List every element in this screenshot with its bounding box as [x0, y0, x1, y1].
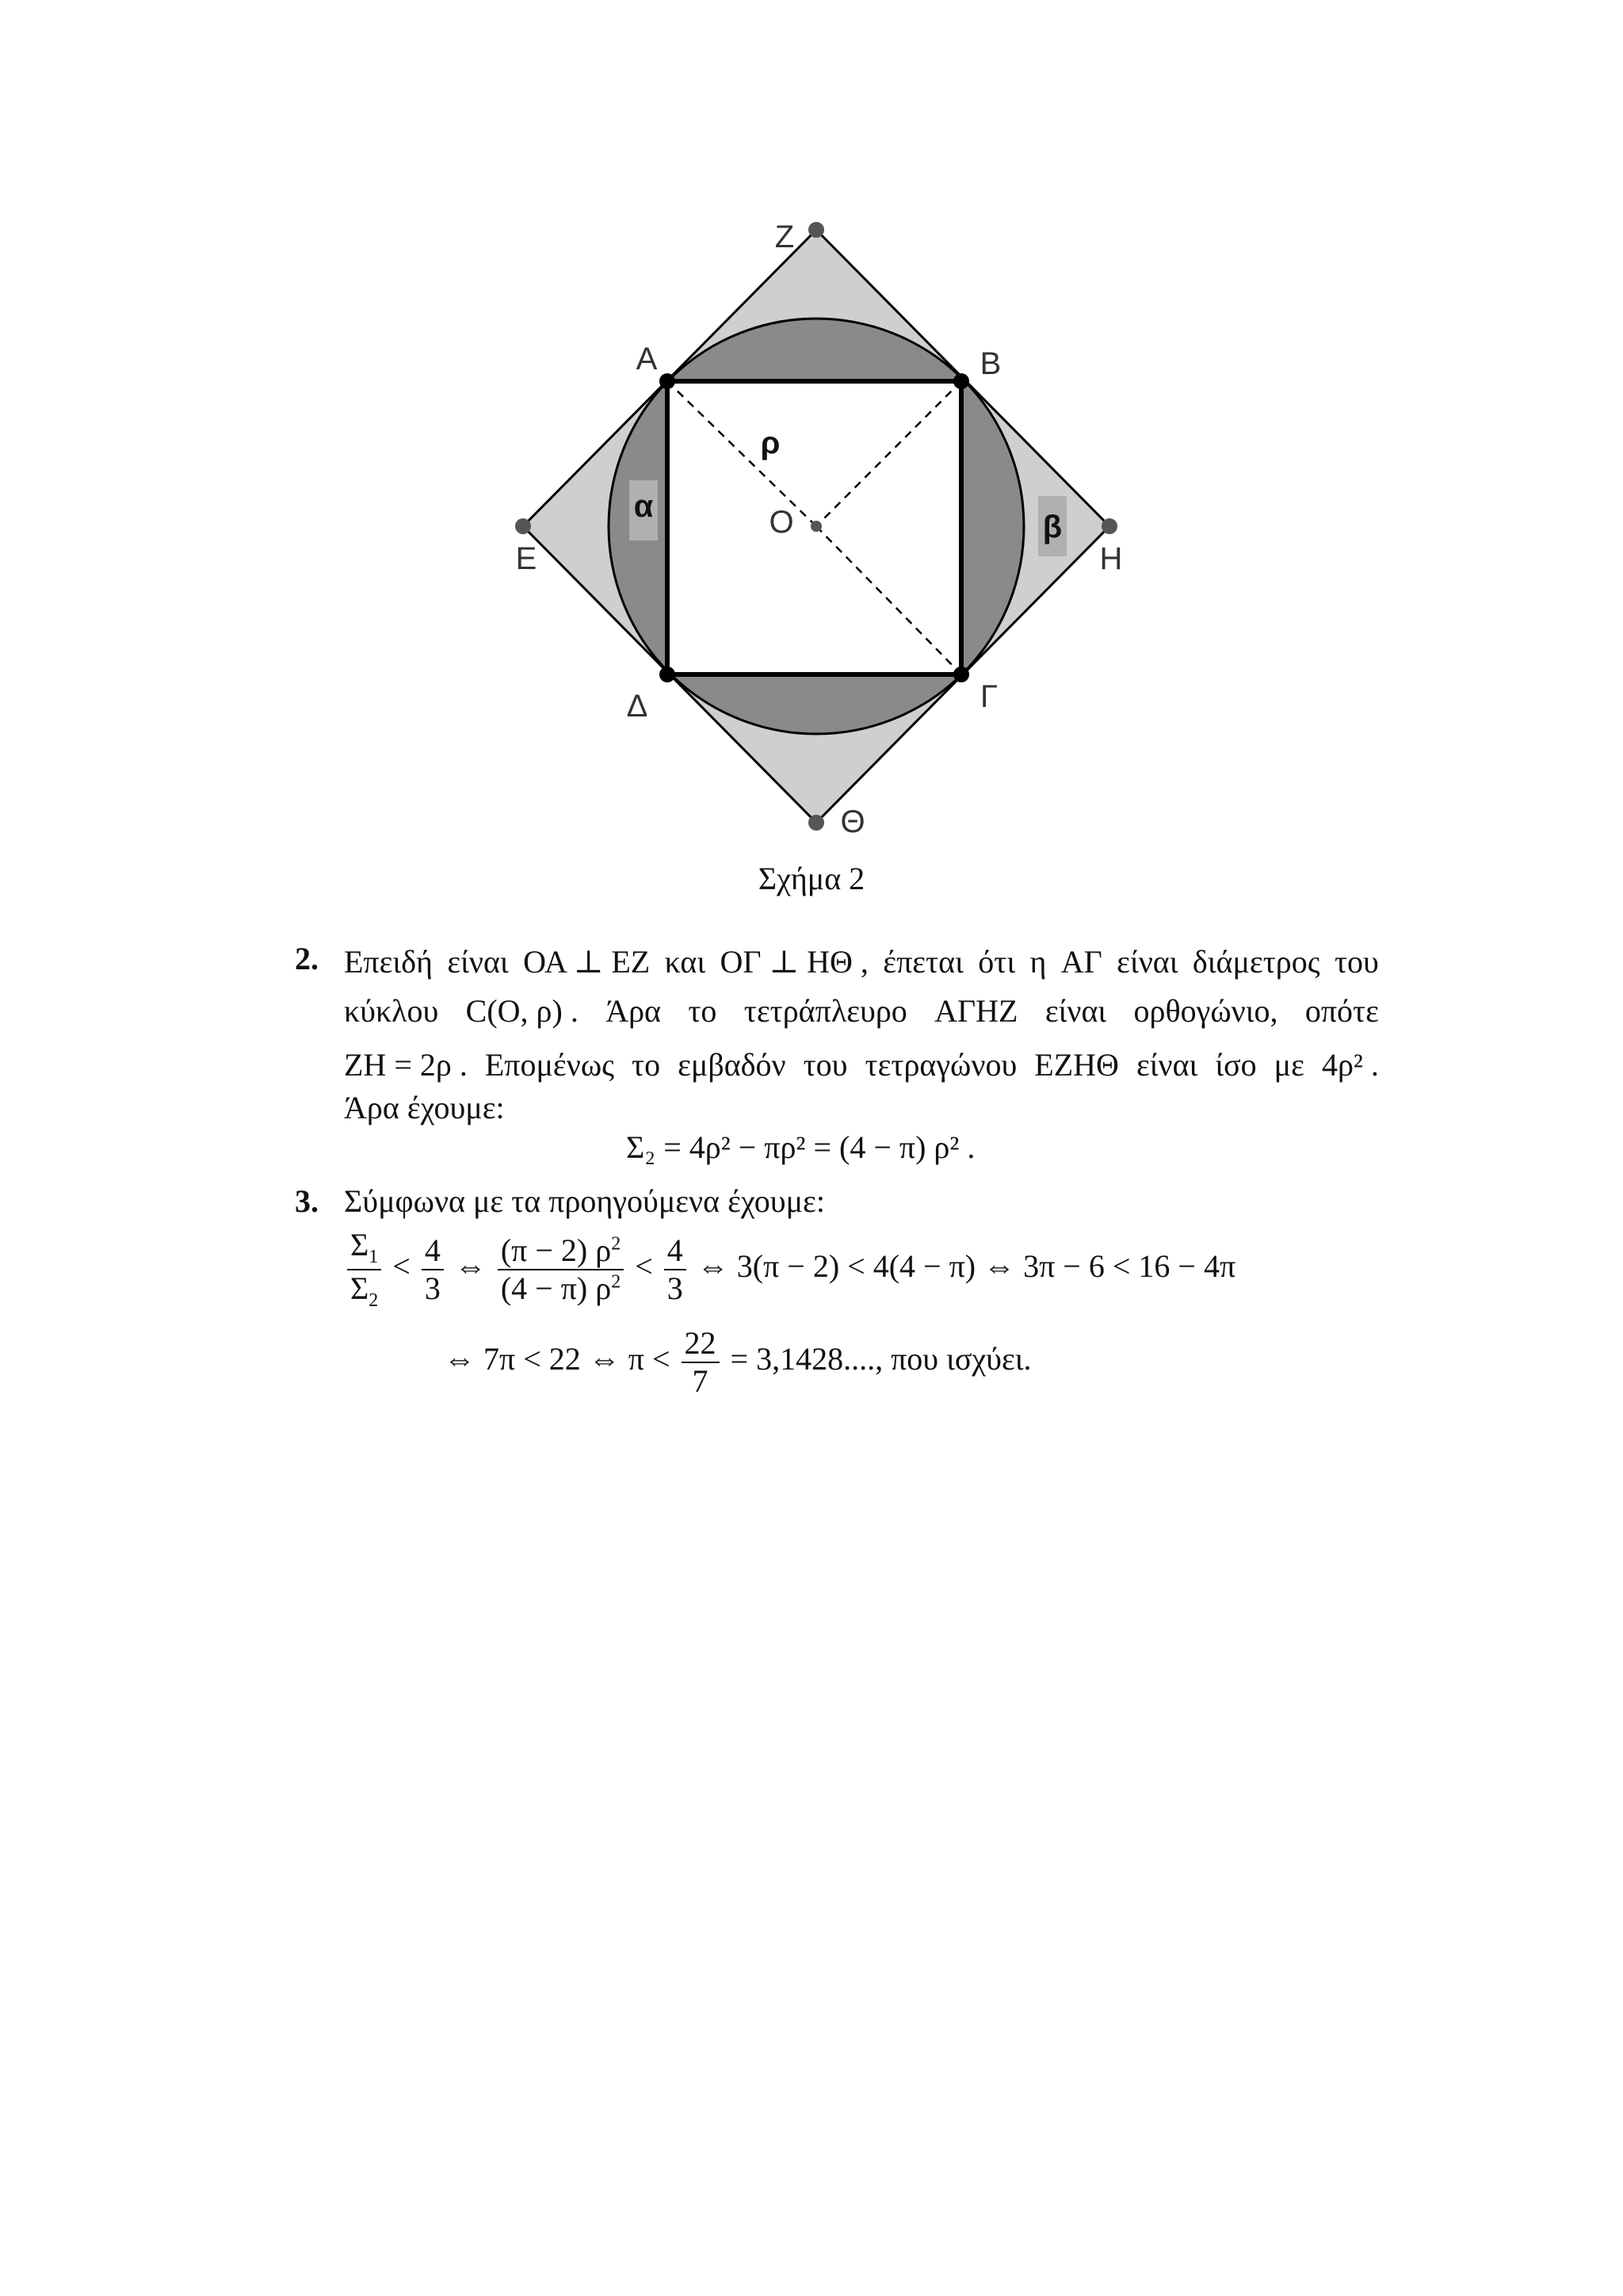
- label-h: Η: [1099, 541, 1123, 576]
- geometry-figure: [0, 0, 1623, 856]
- item-3-equation-2: [444, 1325, 1032, 1400]
- label-o: Ο: [769, 505, 794, 540]
- item-3-equation-2-start: ⇔ 7π < 22 ⇔ π <: [444, 1341, 670, 1377]
- label-z: Ζ: [774, 220, 795, 254]
- vertex-b: [953, 373, 969, 389]
- item-3-intro: Σύμφωνα με τα προηγούμενα έχουμε:: [344, 1183, 825, 1219]
- vertex-e: [515, 518, 531, 534]
- vertex-d: [659, 667, 675, 682]
- item-3-number: 3.: [295, 1183, 319, 1219]
- vertex-g: [953, 667, 969, 682]
- item-3-equation-1-rest: ⇔ 3(π − 2) < 4(4 − π) ⇔ 3π − 6 < 16 − 4π: [697, 1247, 1236, 1284]
- item-2-line-2: κύκλου C(Ο, ρ) . Άρα το τετράπλευρο ΑΓΗΖ είναι ορθογώνιο, οπότε: [344, 993, 1379, 1029]
- rho-label: ρ: [760, 426, 781, 460]
- item-2-line-1: Επειδή είναι ΟΑ ⊥ ΕΖ και ΟΓ ⊥ ΗΘ , έπεται ότι η ΑΓ είναι διάμετρος του: [344, 944, 1379, 980]
- figure-caption: Σχήμα 2: [758, 861, 865, 896]
- item-2-number: 2.: [295, 941, 319, 976]
- item-3-equation-1: $\frac{\Sigma_1}{\Sigma_2}$ < $\frac{4}{3}$ ⇔ $\frac{(\pi - 2) \rho^2}{(4 - \pi) \rho^2}$ < $\frac{4}{3}$ ⇔ 3(π − 2) < 4(4 − π) ⇔ 3π − 6 < 16 − 4π: [344, 1227, 1235, 1312]
- label-d: Δ: [626, 689, 648, 724]
- vertex-h: [1102, 518, 1117, 534]
- item-2-equation: Σ₂ = 4ρ² − πρ² = (4 − π) ρ² .: [626, 1129, 976, 1165]
- region-alpha-label: α: [633, 489, 654, 524]
- center-o: [811, 521, 822, 532]
- fraction-sigma: $\frac{\Sigma_1}{\Sigma_2}$: [347, 1227, 381, 1312]
- fraction-areas: $\frac{(\pi - 2) \rho^2}{(4 - \pi) \rho^2}$: [498, 1232, 624, 1307]
- region-beta-label: β: [1042, 510, 1063, 544]
- label-g: Γ: [980, 679, 999, 714]
- label-e: Ε: [515, 541, 537, 576]
- item-2-line-3: ΖΗ = 2ρ . Επομένως το εμβαδόν του τετραγώνου ΕΖΗΘ είναι ίσο με 4ρ² .: [344, 1047, 1379, 1083]
- item-2-line-4: Άρα έχουμε:: [344, 1090, 505, 1125]
- fraction-four-thirds-2: $\frac{4}{3}$: [664, 1232, 686, 1307]
- vertex-th: [808, 815, 824, 831]
- fraction-four-thirds: $\frac{4}{3}$: [422, 1232, 444, 1307]
- item-3-equation-2-end: = 3,1428...., που ισχύει.: [730, 1341, 1032, 1377]
- label-a: Α: [636, 342, 658, 376]
- fraction-22-7: $\frac{22}{7}$: [682, 1325, 720, 1400]
- label-b: Β: [980, 346, 1002, 381]
- label-th: Θ: [840, 804, 865, 839]
- vertex-a: [659, 373, 675, 389]
- vertex-z: [808, 222, 824, 238]
